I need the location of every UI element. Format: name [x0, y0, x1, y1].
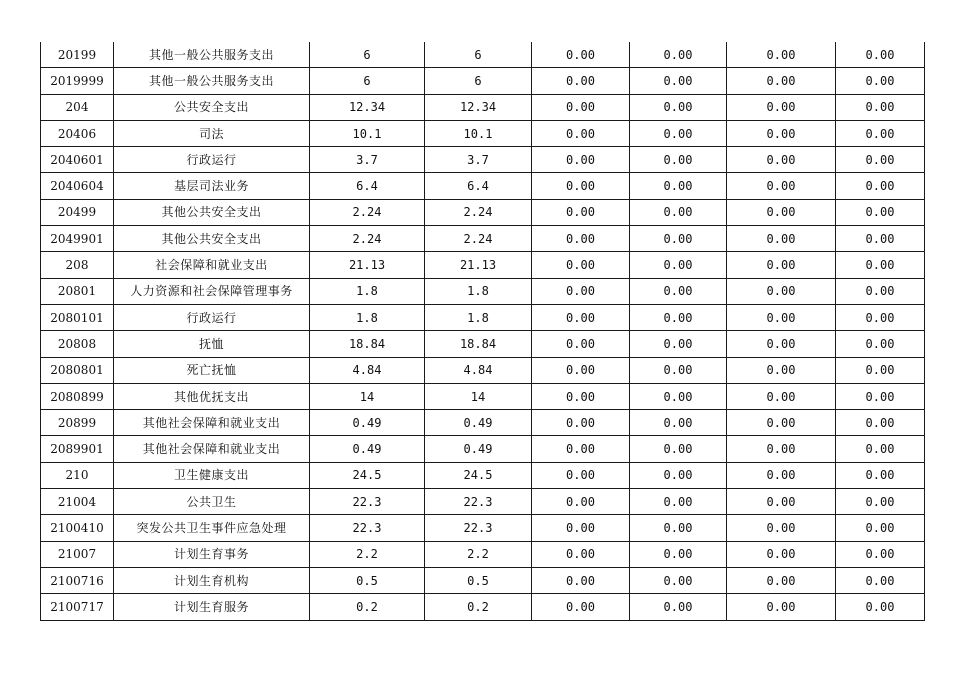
amount-cell: 2.24	[310, 199, 425, 225]
amount-cell: 0.00	[532, 541, 630, 567]
subject-code-cell: 20499	[41, 199, 114, 225]
amount-cell: 18.84	[425, 331, 532, 357]
subject-name-cell: 卫生健康支出	[114, 462, 310, 488]
table-row	[41, 173, 925, 199]
amount-cell: 21.13	[425, 252, 532, 278]
amount-cell: 0.00	[532, 147, 630, 173]
amount-cell: 4.84	[425, 357, 532, 383]
amount-cell: 22.3	[310, 515, 425, 541]
amount-cell: 0.00	[532, 489, 630, 515]
amount-cell: 0.00	[836, 489, 925, 515]
amount-cell: 0.00	[727, 541, 836, 567]
table-row	[41, 567, 925, 593]
amount-cell: 0.00	[532, 278, 630, 304]
amount-cell: 0.00	[532, 42, 630, 68]
amount-cell: 0.00	[727, 173, 836, 199]
subject-name-cell: 公共安全支出	[114, 94, 310, 120]
subject-code-cell: 2080101	[41, 304, 114, 330]
amount-cell: 14	[425, 383, 532, 409]
amount-cell: 0.00	[727, 515, 836, 541]
amount-cell: 0.00	[727, 410, 836, 436]
table-row	[41, 226, 925, 252]
subject-name-cell: 突发公共卫生事件应急处理	[114, 515, 310, 541]
amount-cell: 0.5	[425, 567, 532, 593]
amount-cell: 0.00	[727, 383, 836, 409]
amount-cell: 6.4	[310, 173, 425, 199]
subject-code-cell: 2080801	[41, 357, 114, 383]
amount-cell: 12.34	[425, 94, 532, 120]
amount-cell: 0.5	[310, 567, 425, 593]
amount-cell: 0.00	[532, 410, 630, 436]
amount-cell: 6	[425, 68, 532, 94]
subject-code-cell: 20801	[41, 278, 114, 304]
amount-cell: 0.00	[630, 199, 727, 225]
amount-cell: 0.00	[836, 120, 925, 146]
subject-name-cell: 其他公共安全支出	[114, 199, 310, 225]
subject-code-cell: 208	[41, 252, 114, 278]
subject-name-cell: 行政运行	[114, 304, 310, 330]
amount-cell: 0.00	[836, 147, 925, 173]
amount-cell: 0.00	[630, 173, 727, 199]
amount-cell: 0.00	[630, 410, 727, 436]
table-row	[41, 120, 925, 146]
amount-cell: 10.1	[310, 120, 425, 146]
subject-name-cell: 其他一般公共服务支出	[114, 68, 310, 94]
amount-cell: 0.00	[630, 42, 727, 68]
amount-cell: 2.24	[425, 199, 532, 225]
table-row	[41, 410, 925, 436]
subject-name-cell: 其他一般公共服务支出	[114, 42, 310, 68]
amount-cell: 0.00	[532, 462, 630, 488]
amount-cell: 0.00	[727, 594, 836, 620]
amount-cell: 2.2	[310, 541, 425, 567]
subject-code-cell: 2080899	[41, 383, 114, 409]
subject-name-cell: 计划生育服务	[114, 594, 310, 620]
amount-cell: 0.00	[630, 226, 727, 252]
subject-name-cell: 人力资源和社会保障管理事务	[114, 278, 310, 304]
amount-cell: 12.34	[310, 94, 425, 120]
amount-cell: 3.7	[425, 147, 532, 173]
amount-cell: 0.00	[727, 357, 836, 383]
amount-cell: 6	[425, 42, 532, 68]
amount-cell: 0.00	[532, 515, 630, 541]
subject-name-cell: 社会保障和就业支出	[114, 252, 310, 278]
amount-cell: 0.49	[425, 410, 532, 436]
amount-cell: 0.00	[836, 541, 925, 567]
amount-cell: 0.00	[836, 94, 925, 120]
amount-cell: 0.00	[727, 226, 836, 252]
table-row	[41, 357, 925, 383]
amount-cell: 2.2	[425, 541, 532, 567]
amount-cell: 0.00	[630, 68, 727, 94]
amount-cell: 6.4	[425, 173, 532, 199]
amount-cell: 0.2	[310, 594, 425, 620]
amount-cell: 0.00	[836, 173, 925, 199]
amount-cell: 0.00	[532, 594, 630, 620]
subject-name-cell: 其他社会保障和就业支出	[114, 436, 310, 462]
amount-cell: 0.00	[727, 147, 836, 173]
subject-code-cell: 20899	[41, 410, 114, 436]
subject-code-cell: 2019999	[41, 68, 114, 94]
subject-name-cell: 公共卫生	[114, 489, 310, 515]
amount-cell: 0.00	[727, 199, 836, 225]
amount-cell: 4.84	[310, 357, 425, 383]
amount-cell: 0.00	[836, 594, 925, 620]
amount-cell: 6	[310, 42, 425, 68]
amount-cell: 1.8	[310, 278, 425, 304]
subject-code-cell: 2040604	[41, 173, 114, 199]
amount-cell: 14	[310, 383, 425, 409]
subject-code-cell: 2089901	[41, 436, 114, 462]
amount-cell: 0.00	[630, 383, 727, 409]
table-row	[41, 147, 925, 173]
amount-cell: 6	[310, 68, 425, 94]
amount-cell: 0.00	[727, 489, 836, 515]
amount-cell: 22.3	[425, 515, 532, 541]
amount-cell: 0.00	[532, 357, 630, 383]
amount-cell: 0.49	[310, 410, 425, 436]
table-row	[41, 489, 925, 515]
amount-cell: 0.00	[532, 436, 630, 462]
table-row	[41, 462, 925, 488]
amount-cell: 0.00	[727, 567, 836, 593]
amount-cell: 1.8	[425, 278, 532, 304]
amount-cell: 22.3	[310, 489, 425, 515]
amount-cell: 0.00	[630, 567, 727, 593]
subject-code-cell: 2049901	[41, 226, 114, 252]
table-row	[41, 42, 925, 68]
subject-name-cell: 其他社会保障和就业支出	[114, 410, 310, 436]
subject-name-cell: 司法	[114, 120, 310, 146]
subject-code-cell: 2100410	[41, 515, 114, 541]
amount-cell: 0.00	[836, 383, 925, 409]
amount-cell: 0.00	[727, 462, 836, 488]
subject-name-cell: 死亡抚恤	[114, 357, 310, 383]
amount-cell: 2.24	[425, 226, 532, 252]
amount-cell: 0.00	[630, 304, 727, 330]
amount-cell: 0.00	[630, 594, 727, 620]
amount-cell: 0.00	[836, 68, 925, 94]
amount-cell: 0.00	[630, 515, 727, 541]
amount-cell: 0.00	[727, 94, 836, 120]
amount-cell: 1.8	[425, 304, 532, 330]
table-row	[41, 541, 925, 567]
subject-code-cell: 20808	[41, 331, 114, 357]
amount-cell: 0.00	[532, 252, 630, 278]
amount-cell: 21.13	[310, 252, 425, 278]
amount-cell: 0.00	[532, 304, 630, 330]
amount-cell: 0.00	[630, 436, 727, 462]
table-row	[41, 436, 925, 462]
amount-cell: 0.00	[836, 410, 925, 436]
amount-cell: 1.8	[310, 304, 425, 330]
table-row	[41, 278, 925, 304]
amount-cell: 0.00	[630, 252, 727, 278]
subject-name-cell: 计划生育机构	[114, 567, 310, 593]
amount-cell: 24.5	[310, 462, 425, 488]
amount-cell: 0.00	[836, 226, 925, 252]
amount-cell: 0.00	[532, 173, 630, 199]
amount-cell: 0.00	[836, 278, 925, 304]
amount-cell: 0.00	[836, 515, 925, 541]
subject-code-cell: 20406	[41, 120, 114, 146]
table-row	[41, 199, 925, 225]
amount-cell: 0.00	[727, 278, 836, 304]
amount-cell: 0.00	[532, 567, 630, 593]
amount-cell: 0.00	[727, 42, 836, 68]
amount-cell: 0.00	[836, 199, 925, 225]
amount-cell: 24.5	[425, 462, 532, 488]
amount-cell: 0.00	[532, 68, 630, 94]
amount-cell: 0.00	[630, 357, 727, 383]
table-row	[41, 594, 925, 620]
amount-cell: 2.24	[310, 226, 425, 252]
amount-cell: 0.00	[836, 436, 925, 462]
amount-cell: 0.00	[630, 331, 727, 357]
amount-cell: 0.00	[836, 462, 925, 488]
subject-name-cell: 其他优抚支出	[114, 383, 310, 409]
amount-cell: 0.00	[630, 278, 727, 304]
amount-cell: 0.00	[727, 331, 836, 357]
amount-cell: 0.00	[532, 226, 630, 252]
table-row	[41, 515, 925, 541]
amount-cell: 0.00	[836, 331, 925, 357]
amount-cell: 0.49	[425, 436, 532, 462]
subject-name-cell: 基层司法业务	[114, 173, 310, 199]
subject-code-cell: 2100717	[41, 594, 114, 620]
amount-cell: 0.00	[836, 567, 925, 593]
budget-expenditure-table	[40, 42, 925, 621]
amount-cell: 0.00	[727, 252, 836, 278]
amount-cell: 0.00	[532, 199, 630, 225]
table-row	[41, 68, 925, 94]
subject-code-cell: 204	[41, 94, 114, 120]
amount-cell: 0.00	[727, 436, 836, 462]
amount-cell: 0.00	[630, 94, 727, 120]
amount-cell: 0.00	[836, 357, 925, 383]
subject-code-cell: 21004	[41, 489, 114, 515]
amount-cell: 0.00	[630, 147, 727, 173]
subject-code-cell: 20199	[41, 42, 114, 68]
amount-cell: 0.00	[727, 120, 836, 146]
subject-name-cell: 抚恤	[114, 331, 310, 357]
amount-cell: 0.2	[425, 594, 532, 620]
table-body	[41, 42, 925, 620]
amount-cell: 10.1	[425, 120, 532, 146]
amount-cell: 0.00	[532, 120, 630, 146]
amount-cell: 0.00	[727, 68, 836, 94]
amount-cell: 0.00	[630, 120, 727, 146]
amount-cell: 0.49	[310, 436, 425, 462]
subject-name-cell: 其他公共安全支出	[114, 226, 310, 252]
amount-cell: 0.00	[836, 252, 925, 278]
amount-cell: 0.00	[630, 462, 727, 488]
amount-cell: 0.00	[532, 94, 630, 120]
table-row	[41, 252, 925, 278]
amount-cell: 22.3	[425, 489, 532, 515]
subject-name-cell: 行政运行	[114, 147, 310, 173]
amount-cell: 0.00	[532, 331, 630, 357]
subject-name-cell: 计划生育事务	[114, 541, 310, 567]
table-row	[41, 331, 925, 357]
table-row	[41, 94, 925, 120]
amount-cell: 3.7	[310, 147, 425, 173]
amount-cell: 0.00	[630, 489, 727, 515]
amount-cell: 0.00	[836, 42, 925, 68]
amount-cell: 0.00	[532, 383, 630, 409]
subject-code-cell: 2100716	[41, 567, 114, 593]
amount-cell: 0.00	[727, 304, 836, 330]
table-row	[41, 383, 925, 409]
amount-cell: 0.00	[836, 304, 925, 330]
amount-cell: 0.00	[630, 541, 727, 567]
table-row	[41, 304, 925, 330]
subject-code-cell: 2040601	[41, 147, 114, 173]
subject-code-cell: 21007	[41, 541, 114, 567]
subject-code-cell: 210	[41, 462, 114, 488]
amount-cell: 18.84	[310, 331, 425, 357]
